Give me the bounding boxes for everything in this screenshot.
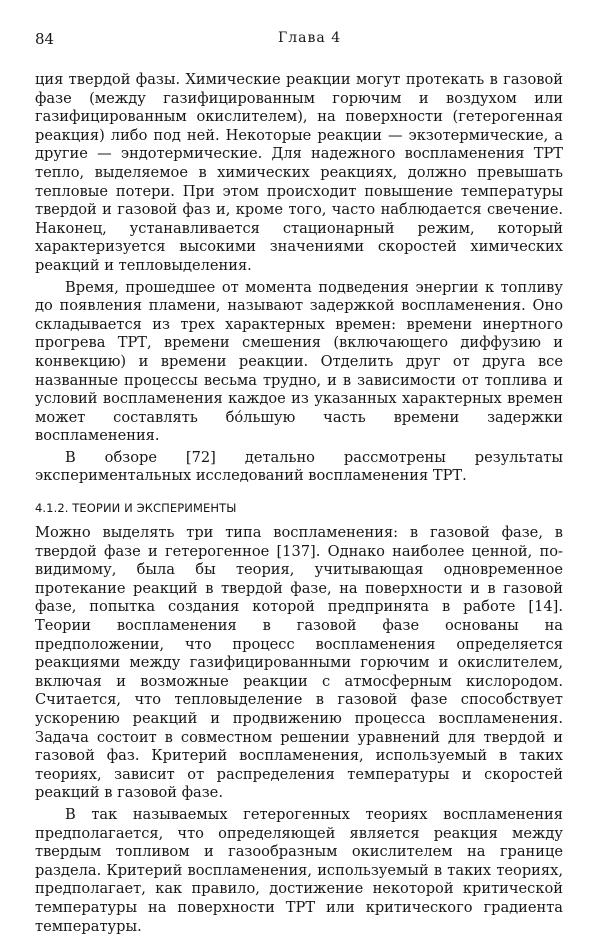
- section-heading: 4.1.2. ТЕОРИИ И ЭКСПЕРИМЕНТЫ: [35, 501, 237, 516]
- paragraph-ignition-delay: Время, прошедшее от момента подведения энергии к топливу до появления пламени, называют задержкой воспламенения. Оно складывается из трех характерных времен: времени инертного прогрева ТРТ, времени смешения (включающего диффузию и конвекцию) и времени реакции. Отделить друг от друга все названные процессы весьма трудно, и в зависимости от топлива и условий воспламенения каждое из указанных характерных времен может составлять бо́льшую часть времени задержки воспламенения.: [35, 278, 563, 445]
- paragraph-continued: ция твердой фазы. Химические реакции могут протекать в газовой фазе (между газифицированным горючим и воздухом или газифицированным окислителем), на поверхности (гетерогенная реакция) либо под ней. Некоторые реакции — экзотермические, а другие — эндотермические. Для надежного воспламенения ТРТ тепло, выделяемое в химических реакциях, должно превышать тепловые потери. При этом происходит повышение температуры твердой и газовой фаз и, кроме того, часто наблюдается свечение. Наконец, устанавливается стационарный режим, который характеризуется высокими значениями скоростей химических реакций и тепловыделения.: [35, 71, 563, 274]
- page-body: [35, 71, 563, 936]
- chapter-title: Глава 4: [278, 30, 342, 46]
- running-header: [35, 30, 565, 54]
- page-number: 84: [35, 30, 55, 48]
- paragraph-heterogeneous-theories: В так называемых гетерогенных теориях воспламенения предполагается, что определяющей является реакция между твердым топливом и газообразным окислителем на границе раздела. Критерий воспламенения, используемый в таких теориях, предполагает, как правило, достижение некоторой критической температуры на поверхности ТРТ или критического градиента температуры.: [35, 805, 563, 935]
- paragraph-review: В обзоре [72] детально рассмотрены результаты экспериментальных исследований воспламенения ТРТ.: [35, 448, 563, 485]
- paragraph-ignition-types: Можно выделять три типа воспламенения: в газовой фазе, в твердой фазе и гетерогенное [137]. Однако наиболее ценной, по-видимому, была бы теория, учитывающая одновременное протекание реакций в твердой фазе, на поверхности и в газовой фазе, попытка создания которой предпринята в работе [14]. Теории воспламенения в газовой фазе основаны на предположении, что процесс воспламенения определяется реакциями между газифицированными горючим и окислителем, включая и возможные реакции с атмосферным кислородом. Считается, что тепловыделение в газовой фазе способствует ускорению реакций и продвижению процесса воспламенения. Задача состоит в совместном решении уравнений для твердой и газовой фаз. Критерий воспламенения, используемый в таких теориях, зависит от распределения температуры и скоростей реакций в газовой фазе.: [35, 524, 563, 802]
